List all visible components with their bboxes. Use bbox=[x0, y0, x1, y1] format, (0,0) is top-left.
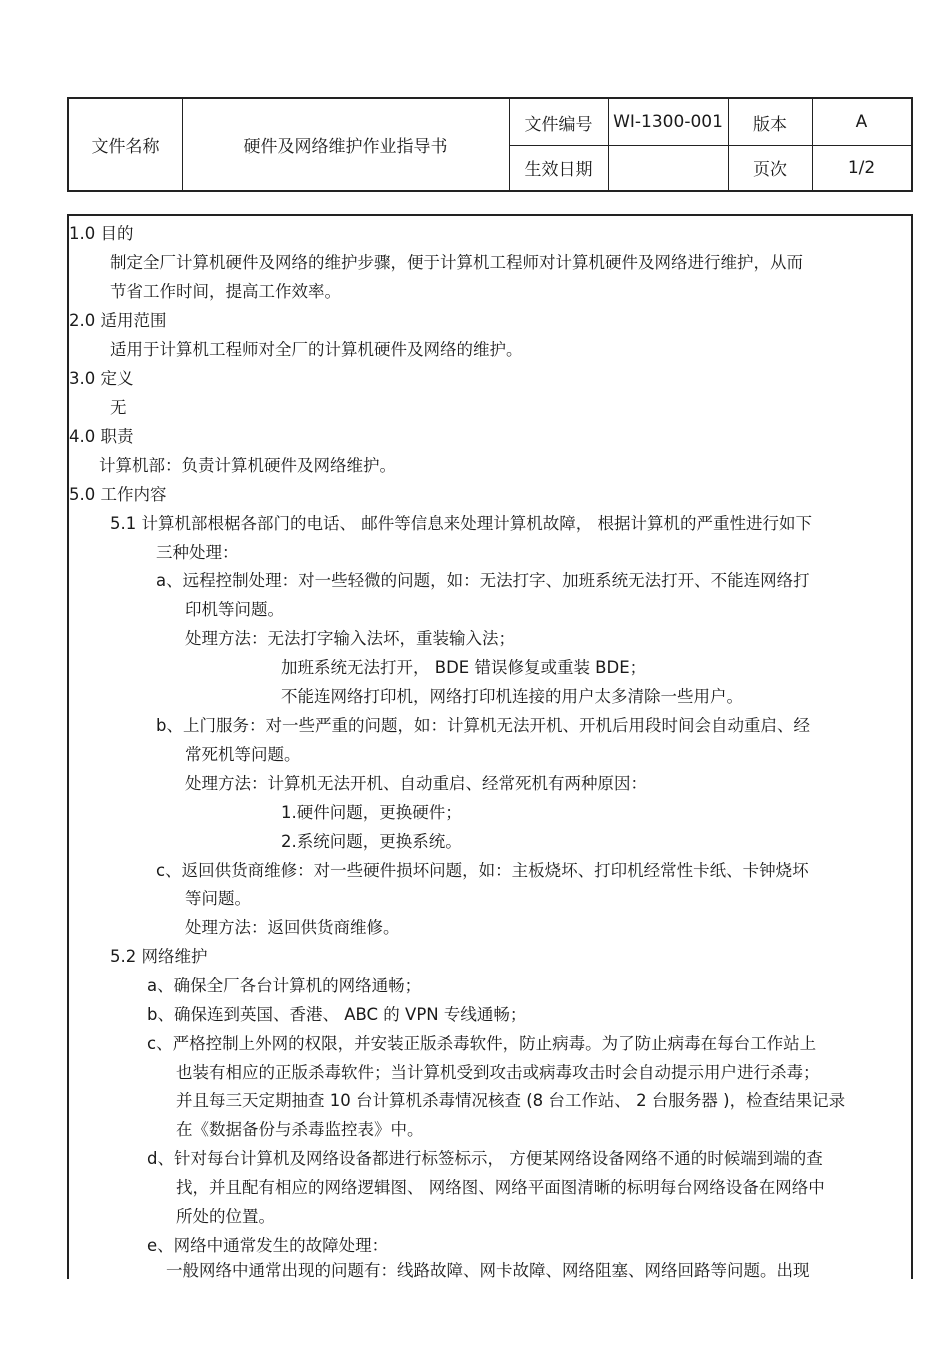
doc-name: 硬件及网络维护作业指导书 bbox=[243, 137, 448, 157]
page-number: 1/2 bbox=[847, 157, 876, 178]
content-box bbox=[67, 214, 913, 1279]
body-text: 在《数据备份与杀毒监控表》中。 bbox=[176, 1120, 424, 1139]
body-text: 一般网络中通常出现的问题有：线路故障、网卡故障、网络阻塞、网络回路等问题。出现 bbox=[166, 1261, 810, 1279]
list-item: b、上门服务：对一些严重的问题，如：计算机无法开机、开机后用段时间会自动重启、经 bbox=[156, 716, 810, 735]
body-text: 计算机部：负责计算机硬件及网络维护。 bbox=[99, 456, 396, 475]
body-text: 等问题。 bbox=[185, 889, 251, 908]
body-text: 无 bbox=[110, 398, 127, 417]
body-text: 三种处理： bbox=[156, 543, 239, 562]
effective-date-label: 生效日期 bbox=[524, 160, 593, 180]
doc-no-label: 文件编号 bbox=[524, 114, 593, 135]
body-text: 节省工作时间，提高工作效率。 bbox=[110, 282, 341, 301]
section-heading: 2.0 适用范围 bbox=[69, 311, 167, 330]
list-item: e、网络中通常发生的故障处理： bbox=[147, 1236, 389, 1255]
body-text: 适用于计算机工程师对全厂的计算机硬件及网络的维护。 bbox=[110, 340, 523, 359]
list-item: b、确保连到英国、香港、 ABC 的 VPN 专线通畅； bbox=[147, 1005, 527, 1024]
body-text: 找，并且配有相应的网络逻辑图、 网络图、网络平面图清晰的标明每台网络设备在网络中 bbox=[176, 1178, 825, 1197]
version: A bbox=[855, 112, 868, 132]
version-label: 版本 bbox=[753, 114, 787, 135]
section-heading: 5.0 工作内容 bbox=[69, 485, 167, 504]
subsection-text: 5.1 计算机部根椐各部门的电话、 邮件等信息来处理计算机故障， 根据计算机的严重性进行如下 bbox=[110, 514, 812, 533]
body-text: 制定全厂计算机硬件及网络的维护步骤，便于计算机工程师对计算机硬件及网络进行维护，从而 bbox=[110, 253, 803, 272]
body-text: 处理方法：返回供货商维修。 bbox=[185, 918, 400, 937]
body-text: 1.硬件问题，更换硬件； bbox=[281, 803, 462, 822]
doc-name-label: 文件名称 bbox=[91, 137, 160, 157]
body-text: 所处的位置。 bbox=[176, 1207, 275, 1226]
effective-date bbox=[608, 145, 728, 190]
list-item: a、确保全厂各台计算机的网络通畅； bbox=[147, 976, 422, 995]
list-item: c、返回供货商维修：对一些硬件损坏问题，如：主板烧坏、打印机经常性卡纸、卡钟烧坏 bbox=[156, 861, 809, 880]
body-text: 并且每三天定期抽查 10 台计算机杀毒情况核查 (8 台工作站、 2 台服务器 )，检查结果记录 bbox=[176, 1091, 846, 1110]
page-label: 页次 bbox=[753, 160, 787, 180]
section-heading: 3.0 定义 bbox=[69, 369, 134, 388]
section-heading: 4.0 职责 bbox=[69, 427, 134, 446]
body-text: 印机等问题。 bbox=[185, 600, 284, 619]
body-text: 2.系统问题，更换系统。 bbox=[281, 832, 462, 851]
header-table bbox=[67, 97, 913, 192]
list-item: d、针对每台计算机及网络设备都进行标签标示， 方便某网络设备网络不通的时候端到端的查 bbox=[147, 1149, 823, 1168]
list-item: a、远程控制处理：对一些轻微的问题，如：无法打字、加班系统无法打开、不能连网络打 bbox=[156, 571, 810, 590]
body-text: 处理方法：计算机无法开机、自动重启、经常死机有两种原因： bbox=[185, 774, 647, 793]
subsection-heading: 5.2 网络维护 bbox=[110, 947, 208, 966]
list-item: c、严格控制上外网的权限，并安装正版杀毒软件，防止病毒。为了防止病毒在每台工作站上 bbox=[147, 1034, 817, 1053]
doc-no: WI-1300-001 bbox=[613, 112, 723, 132]
body-text: 也装有相应的正版杀毒软件；当计算机受到攻击或病毒攻击时会自动提示用户进行杀毒； bbox=[176, 1063, 820, 1082]
section-heading: 1.0 目的 bbox=[69, 224, 134, 243]
body-text: 不能连网络打印机，网络打印机连接的用户太多清除一些用户。 bbox=[281, 687, 743, 706]
body-text: 处理方法：无法打字输入法坏，重装输入法； bbox=[185, 629, 515, 648]
body-text: 常死机等问题。 bbox=[185, 745, 301, 764]
body-text: 加班系统无法打开， BDE 错误修复或重装 BDE； bbox=[281, 658, 647, 677]
